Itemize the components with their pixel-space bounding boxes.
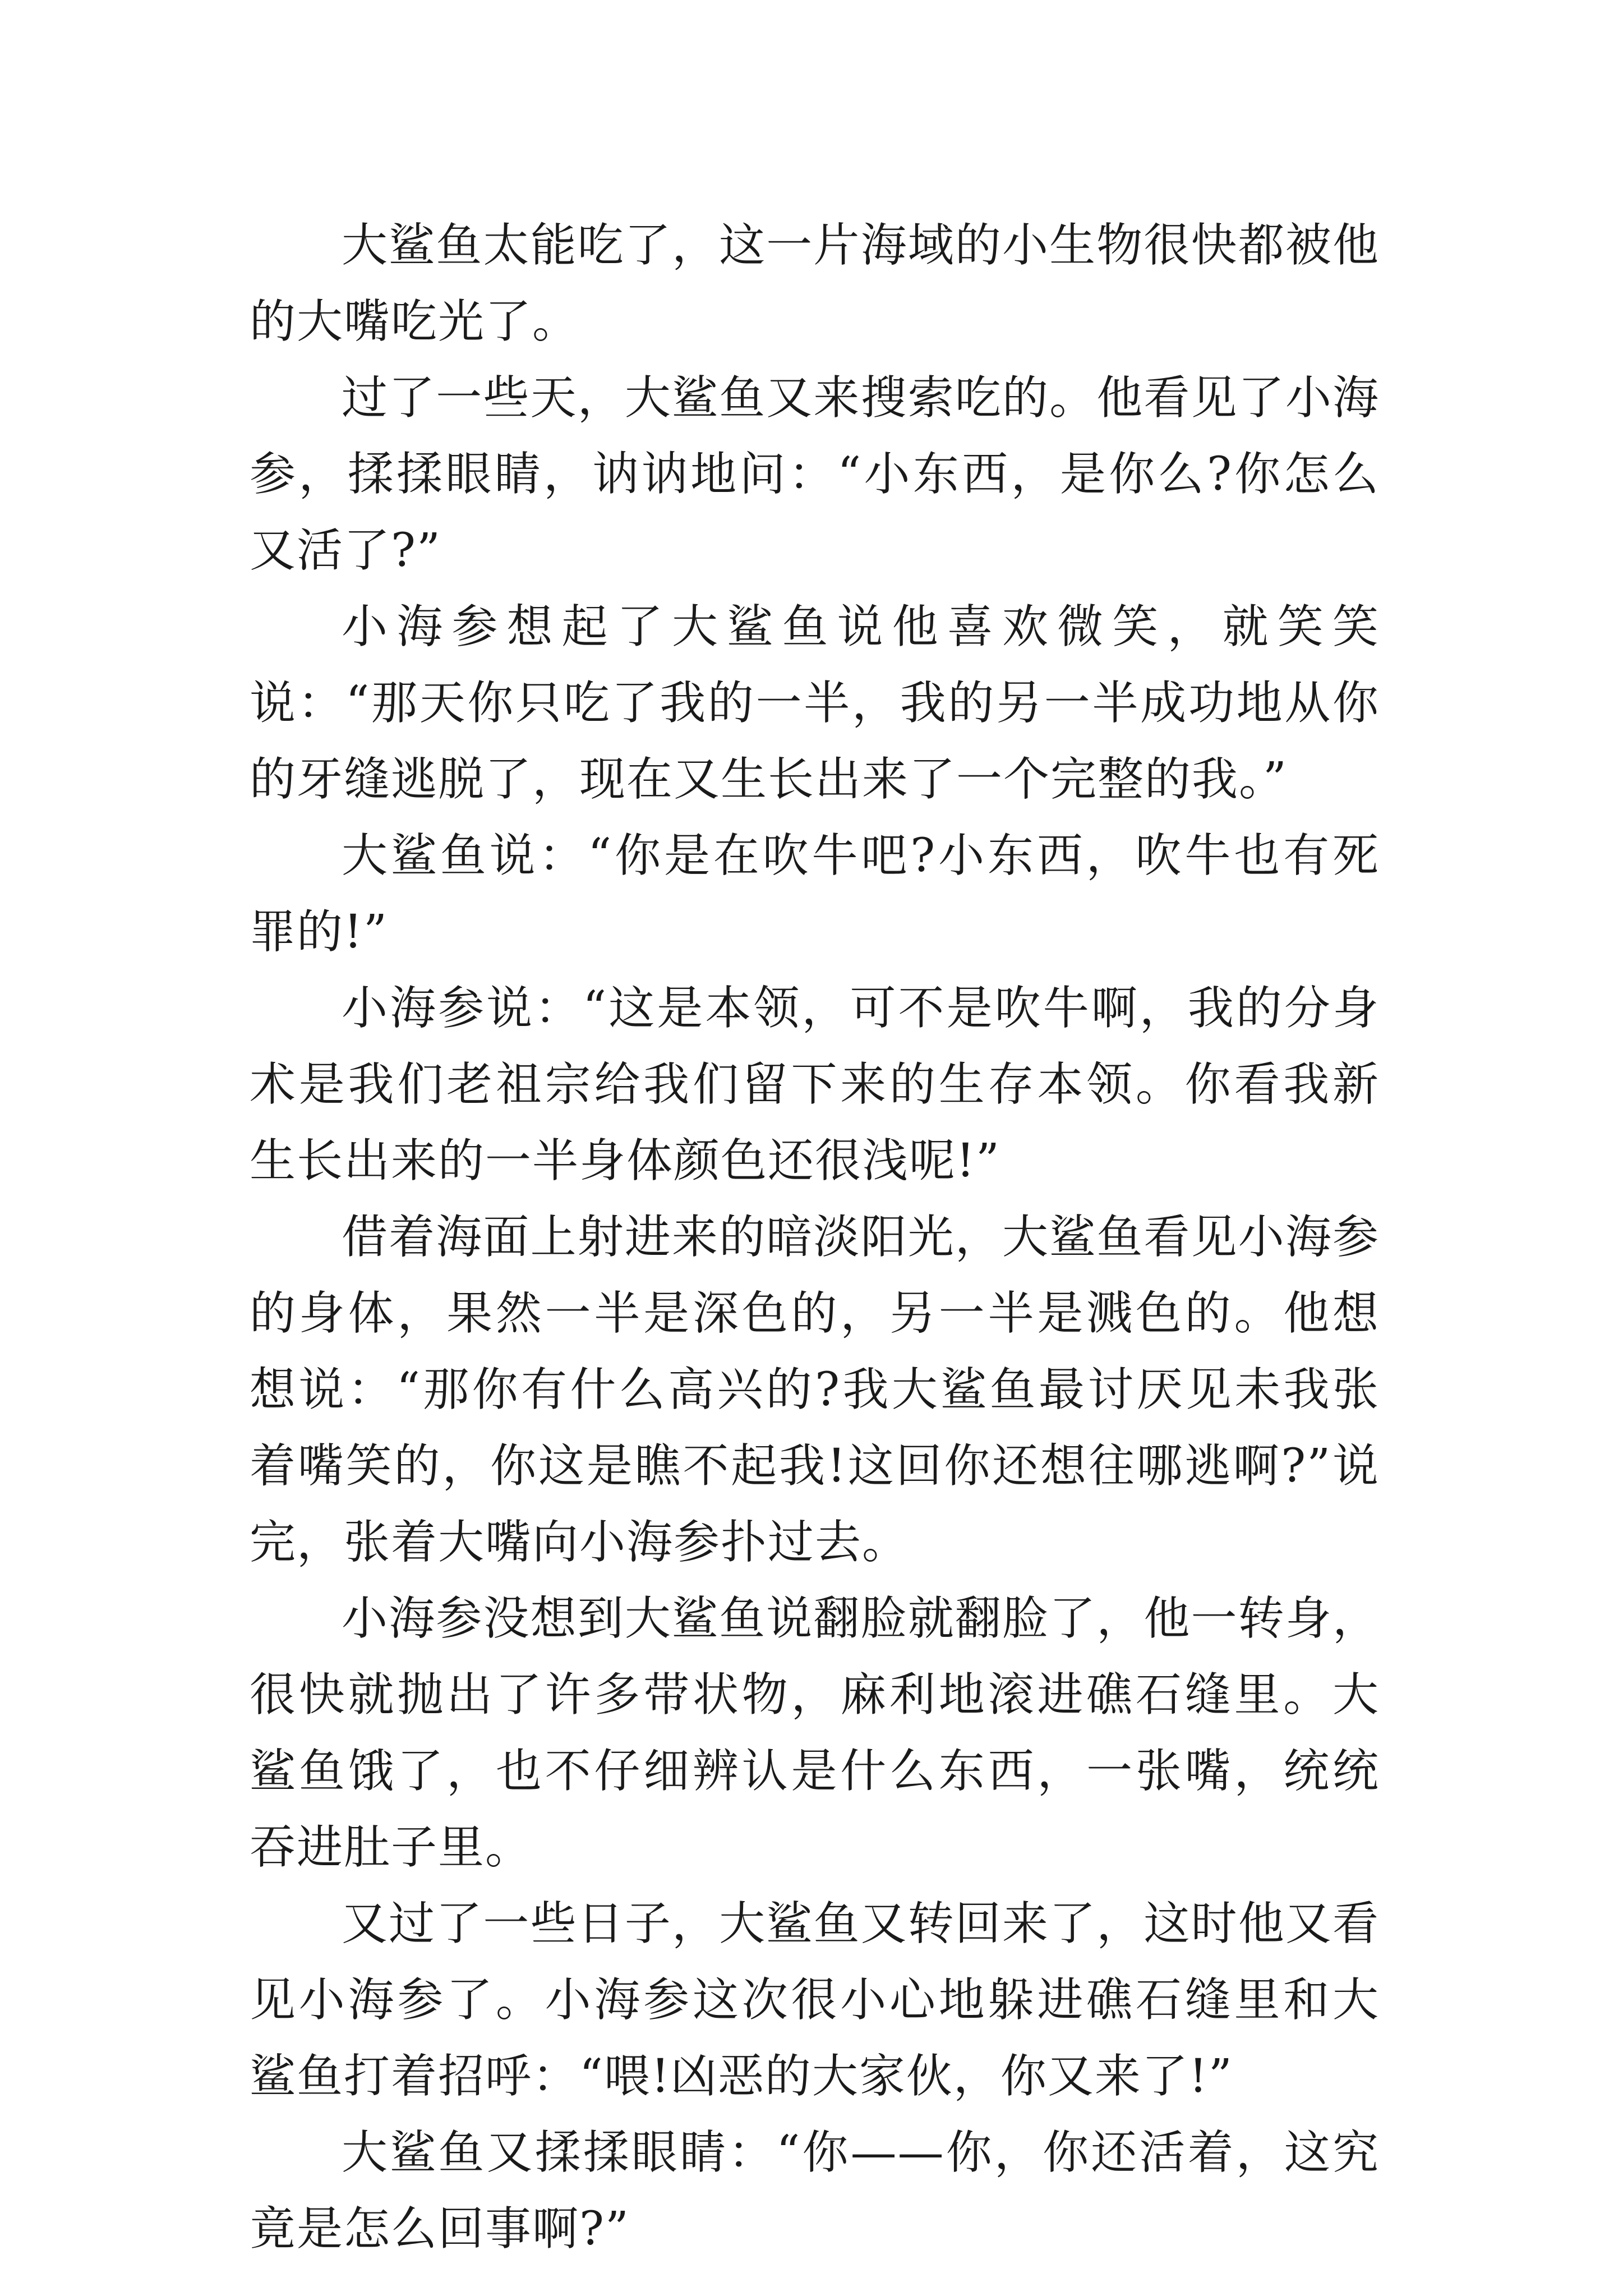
paragraph: 大鲨鱼又揉揉眼睛：“你——你，你还活着，这究竟是怎么回事啊?” (250, 2126, 1380, 2256)
paragraph: 大鲨鱼说：“你是在吹牛吧?小东西，吹牛也有死罪的!” (250, 829, 1380, 959)
paragraph: 小海参想起了大鲨鱼说他喜欢微笑，就笑笑说：“那天你只吃了我的一半，我的另一半成功地从你的牙缝逃脱了，现在又生长出来了一个完整的我。” (250, 600, 1380, 806)
paragraph: 借着海面上射进来的暗淡阳光，大鲨鱼看见小海参的身体，果然一半是深色的，另一半是溅色的。他想想说：“那你有什么高兴的?我大鲨鱼最讨厌见未我张着嘴笑的，你这是瞧不起我!这回你还想往哪逃啊?”说完，张着大嘴向小海参扑过去。 (250, 1211, 1380, 1569)
paragraph: 过了一些天，大鲨鱼又来搜索吃的。他看见了小海参，揉揉眼睛，讷讷地问：“小东西，是你么?你怎么又活了?” (250, 371, 1380, 577)
paragraph: 小海参没想到大鲨鱼说翻脸就翻脸了，他一转身，很快就抛出了许多带状物，麻利地滚进礁石缝里。大鲨鱼饿了，也不仔细辨认是什么东西，一张嘴，统统吞进肚子里。 (250, 1592, 1380, 1874)
paragraph: 又过了一些日子，大鲨鱼又转回来了，这时他又看见小海参了。小海参这次很小心地躲进礁石缝里和大鲨鱼打着招呼：“喂!凶恶的大家伙，你又来了!” (250, 1897, 1380, 2103)
paragraph: 大鲨鱼太能吃了，这一片海域的小生物很快都被他的大嘴吃光了。 (250, 219, 1380, 348)
document-body (250, 208, 1380, 2267)
paragraph: 小海参说：“这是本领，可不是吹牛啊，我的分身术是我们老祖宗给我们留下来的生存本领。你看我新生长出来的一半身体颜色还很浅呢!” (250, 982, 1380, 1188)
